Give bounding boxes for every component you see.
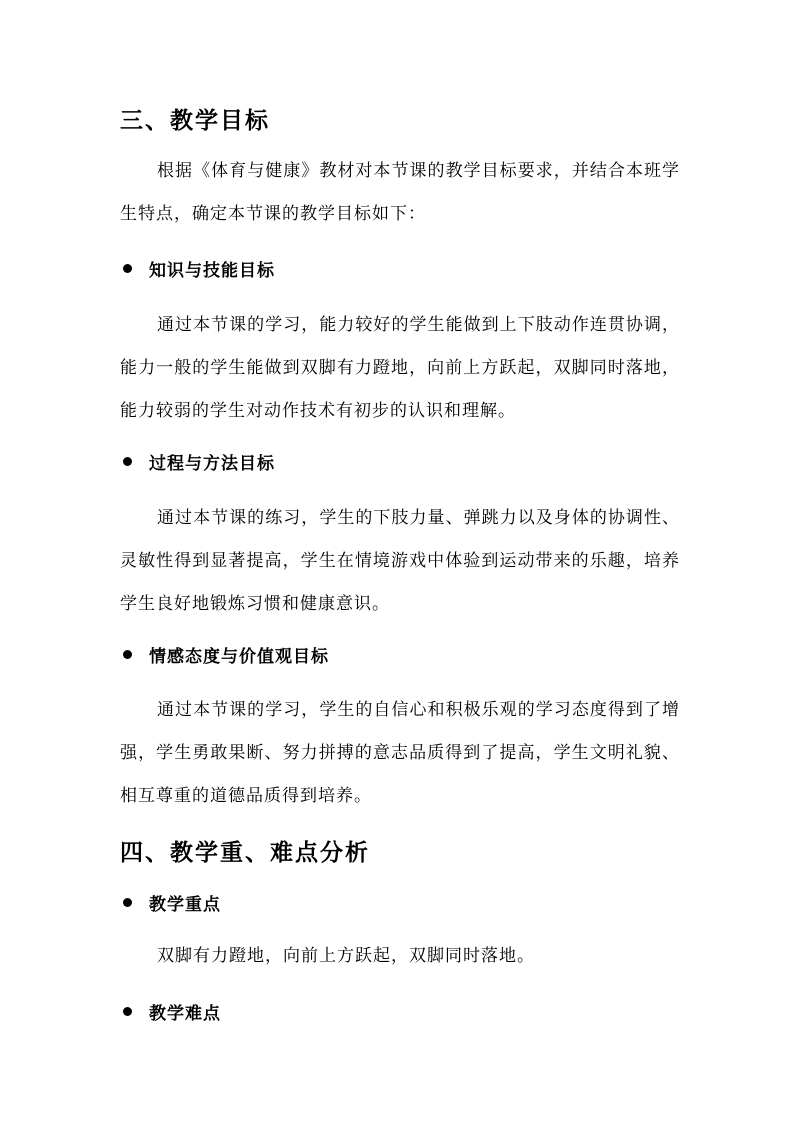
bullet-key-point	[120, 890, 221, 914]
bullet-process-method	[120, 449, 275, 473]
bullet-emotion-values	[120, 642, 329, 666]
bullet-label: 过程与方法目标	[149, 453, 275, 474]
bullet-knowledge-skills	[120, 256, 275, 280]
bullet-label: 教学难点	[149, 1003, 221, 1024]
emotion-values-paragraph: 通过本节课的学习，学生的自信心和积极乐观的学习态度得到了增强，学生勇敢果断、努力拼搏的意志品质得到了提高，学生文明礼貌、相互尊重的道德品质得到培养。	[120, 700, 680, 806]
bullet-dot-icon	[123, 1007, 132, 1016]
bullet-dot-icon	[123, 457, 132, 466]
intro-paragraph: 根据《体育与健康》教材对本节课的教学目标要求，并结合本班学生特点，确定本节课的教学目标如下：	[120, 161, 680, 224]
bullet-label: 情感态度与价值观目标	[149, 646, 329, 667]
bullet-dot-icon	[123, 898, 132, 907]
section-heading-key-difficult-points: 四、教学重、难点分析	[120, 840, 370, 866]
bullet-dot-icon	[123, 264, 132, 273]
section-heading-teaching-goals: 三、教学目标	[120, 108, 270, 134]
bullet-dot-icon	[123, 650, 132, 659]
knowledge-skills-paragraph: 通过本节课的学习，能力较好的学生能做到上下肢动作连贯协调，能力一般的学生能做到双脚有力蹬地，向前上方跃起，双脚同时落地，能力较弱的学生对动作技术有初步的认识和理解。	[120, 315, 680, 421]
bullet-difficulty	[120, 999, 221, 1023]
process-method-paragraph: 通过本节课的练习，学生的下肢力量、弹跳力以及身体的协调性、灵敏性得到显著提高，学生在情境游戏中体验到运动带来的乐趣，培养学生良好地锻炼习惯和健康意识。	[120, 508, 680, 614]
key-point-paragraph: 双脚有力蹬地，向前上方跃起，双脚同时落地。	[157, 946, 535, 966]
bullet-label: 教学重点	[149, 894, 221, 915]
bullet-label: 知识与技能目标	[149, 260, 275, 281]
